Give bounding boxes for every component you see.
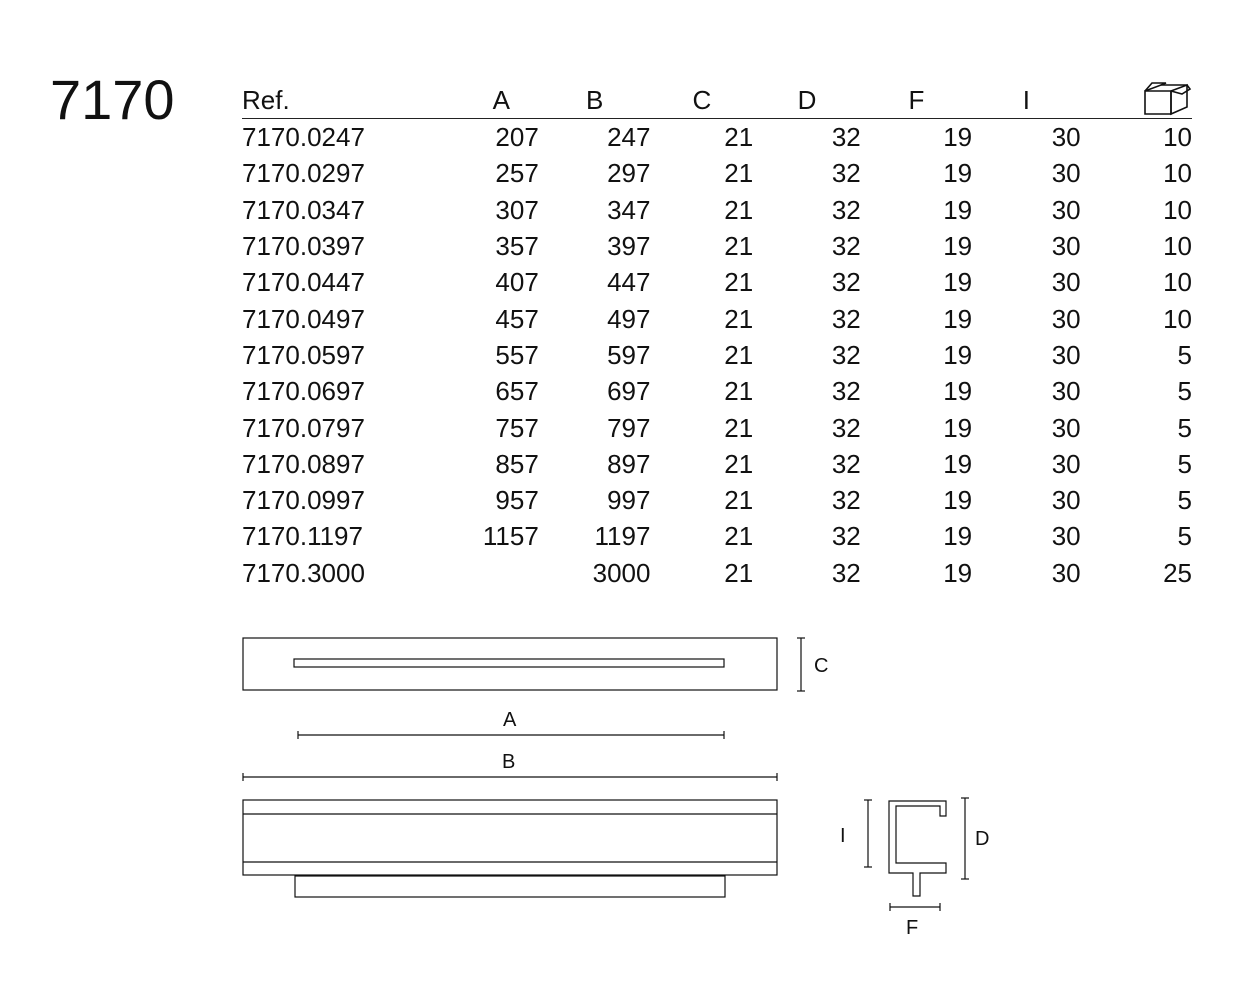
- cell-package-qty: 25: [1163, 557, 1192, 588]
- cell-i: 30: [1051, 557, 1081, 588]
- profile-section: [889, 801, 946, 896]
- dimension-label-c: C: [814, 655, 829, 677]
- cell-c: 21: [724, 521, 754, 552]
- cell-ref: 7170.0347: [242, 194, 365, 225]
- dimension-label-b: B: [502, 751, 516, 773]
- cell-b: 797: [607, 412, 651, 443]
- cell-b: 3000: [592, 557, 651, 588]
- cell-a: 757: [495, 412, 539, 443]
- cell-d: 32: [831, 521, 861, 552]
- cell-d: 32: [831, 122, 861, 153]
- cell-package-qty: 10: [1163, 267, 1192, 298]
- cell-d: 32: [831, 339, 861, 370]
- cell-b: 597: [607, 339, 651, 370]
- cell-c: 21: [724, 303, 754, 334]
- cell-a: 857: [495, 448, 539, 479]
- cell-b: 697: [607, 376, 651, 407]
- cell-ref: 7170.0497: [242, 303, 365, 334]
- cell-c: 21: [724, 412, 754, 443]
- cell-b: 397: [607, 231, 651, 262]
- cell-a: 257: [495, 158, 539, 189]
- cell-package-qty: 5: [1177, 339, 1192, 370]
- cell-c: 21: [724, 376, 754, 407]
- cell-i: 30: [1051, 267, 1081, 298]
- cell-b: 497: [607, 303, 651, 334]
- cell-f: 19: [943, 448, 973, 479]
- cell-d: 32: [831, 231, 861, 262]
- dimension-label-a: A: [503, 709, 517, 731]
- cell-c: 21: [724, 485, 754, 516]
- header-a: A: [492, 85, 510, 115]
- cell-c: 21: [724, 158, 754, 189]
- cell-c: 21: [724, 557, 754, 588]
- header-f: F: [908, 85, 925, 115]
- top-view-outline: [243, 638, 777, 690]
- cell-i: 30: [1051, 231, 1081, 262]
- cell-d: 32: [831, 485, 861, 516]
- cell-package-qty: 5: [1177, 448, 1192, 479]
- model-number: 7170: [50, 68, 175, 131]
- side-view-outline: [243, 800, 777, 875]
- header-c: C: [692, 85, 712, 115]
- cell-a: 357: [495, 231, 539, 262]
- cell-b: 297: [607, 158, 651, 189]
- cell-ref: 7170.1197: [242, 521, 363, 552]
- cell-b: 247: [607, 122, 651, 153]
- cell-i: 30: [1051, 194, 1081, 225]
- cell-f: 19: [943, 194, 973, 225]
- cell-a: 557: [495, 339, 539, 370]
- cell-d: 32: [831, 303, 861, 334]
- cell-ref: 7170.0997: [242, 485, 365, 516]
- cell-ref: 7170.0597: [242, 339, 365, 370]
- cell-d: 32: [831, 267, 861, 298]
- cell-package-qty: 10: [1163, 194, 1192, 225]
- cell-i: 30: [1051, 339, 1081, 370]
- cell-a: 407: [495, 267, 539, 298]
- cell-f: 19: [943, 231, 973, 262]
- cell-ref: 7170.0697: [242, 376, 365, 407]
- cell-d: 32: [831, 557, 861, 588]
- dimension-label-f: F: [906, 917, 919, 939]
- cell-package-qty: 10: [1163, 303, 1192, 334]
- cell-package-qty: 5: [1177, 485, 1192, 516]
- cell-a: 207: [495, 122, 539, 153]
- cell-package-qty: 5: [1177, 412, 1192, 443]
- cell-f: 19: [943, 412, 973, 443]
- cell-f: 19: [943, 122, 973, 153]
- cell-b: 897: [607, 448, 651, 479]
- cell-c: 21: [724, 231, 754, 262]
- cell-c: 21: [724, 267, 754, 298]
- cell-f: 19: [943, 376, 973, 407]
- cell-i: 30: [1051, 122, 1081, 153]
- cell-package-qty: 10: [1163, 231, 1192, 262]
- cell-d: 32: [831, 194, 861, 225]
- cell-package-qty: 5: [1177, 521, 1192, 552]
- cell-ref: 7170.0447: [242, 267, 365, 298]
- cell-i: 30: [1051, 303, 1081, 334]
- cell-a: 457: [495, 303, 539, 334]
- cell-ref: 7170.0797: [242, 412, 365, 443]
- cell-package-qty: 5: [1177, 376, 1192, 407]
- header-ref: Ref.: [242, 85, 290, 115]
- cell-a: 1157: [482, 521, 539, 552]
- cell-c: 21: [724, 339, 754, 370]
- cell-b: 447: [607, 267, 651, 298]
- dimension-label-i: I: [840, 825, 846, 847]
- cell-ref: 7170.0247: [242, 122, 365, 153]
- cell-d: 32: [831, 448, 861, 479]
- header-i: I: [1022, 85, 1030, 115]
- cell-d: 32: [831, 376, 861, 407]
- cell-b: 347: [607, 194, 651, 225]
- side-view-base: [295, 876, 725, 897]
- cell-f: 19: [943, 303, 973, 334]
- cell-d: 32: [831, 158, 861, 189]
- cell-ref: 7170.0897: [242, 448, 365, 479]
- cell-a: 307: [495, 194, 539, 225]
- cell-f: 19: [943, 521, 973, 552]
- cell-f: 19: [943, 557, 973, 588]
- cell-i: 30: [1051, 521, 1081, 552]
- cell-i: 30: [1051, 412, 1081, 443]
- cell-c: 21: [724, 448, 754, 479]
- cell-f: 19: [943, 267, 973, 298]
- header-d: D: [797, 85, 817, 115]
- cell-i: 30: [1051, 158, 1081, 189]
- cell-i: 30: [1051, 448, 1081, 479]
- cell-f: 19: [943, 158, 973, 189]
- cell-f: 19: [943, 485, 973, 516]
- cell-ref: 7170.0397: [242, 231, 365, 262]
- cell-f: 19: [943, 339, 973, 370]
- top-view-slot: [294, 659, 724, 667]
- cell-a: 957: [495, 485, 539, 516]
- cell-d: 32: [831, 412, 861, 443]
- dimension-label-d: D: [975, 828, 990, 850]
- cell-i: 30: [1051, 485, 1081, 516]
- header-b: B: [585, 85, 604, 115]
- cell-package-qty: 10: [1163, 158, 1192, 189]
- cell-i: 30: [1051, 376, 1081, 407]
- cell-b: 997: [607, 485, 651, 516]
- cell-a: 657: [495, 376, 539, 407]
- cell-ref: 7170.0297: [242, 158, 365, 189]
- cell-b: 1197: [594, 521, 651, 552]
- cell-package-qty: 10: [1163, 122, 1192, 153]
- cell-ref: 7170.3000: [242, 557, 365, 588]
- cell-c: 21: [724, 194, 754, 225]
- cell-c: 21: [724, 122, 754, 153]
